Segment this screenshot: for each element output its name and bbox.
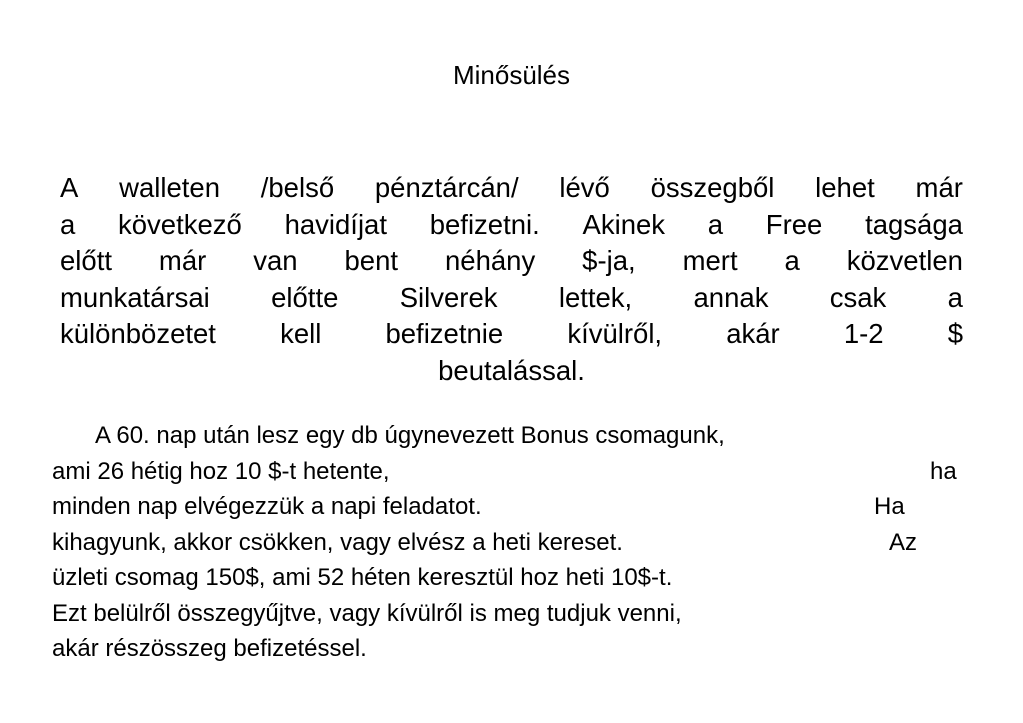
word: már [915,172,963,203]
paragraph-line [60,353,963,390]
paragraph-line [52,596,972,632]
word: akár [726,318,780,349]
line-text: akár részösszeg befizetéssel. [52,635,367,662]
line-text: üzleti csomag 150$, ami 52 héten keresztül hoz heti 10$-t. [52,564,673,591]
paragraph-line [52,560,972,596]
paragraph-line [60,243,963,280]
word: különbözetet [60,318,216,349]
word: a [784,245,800,276]
word: előtte [271,281,339,313]
word: lettek, [558,281,633,313]
justified-paragraph [60,170,963,389]
word: munkatársai [60,281,210,313]
bonus-paragraph [52,418,972,667]
word: a [947,281,963,313]
word: befizetni. [429,208,540,240]
word: A [60,172,79,203]
paragraph-line [60,207,963,244]
slide-title: Minősülés [452,60,571,90]
line-text: Ezt belülről összegyűjtve, vagy kívülről is meg tudjuk venni, [52,599,682,627]
word: havidíjat [284,208,387,240]
line-text: kihagyunk, akkor csökken, vagy elvész a heti kereset. [52,528,623,556]
word: Silverek [399,281,498,313]
paragraph-line [52,489,972,525]
word: összegből [650,172,775,203]
word: kívülről, [567,318,663,349]
paragraph-line [60,280,963,317]
word: Akinek [582,208,666,240]
line-text: A 60. nap után lesz egy db úgynevezett Bonus csomagunk, [95,422,725,449]
word: előtt [60,245,112,276]
line-text-end: Az [889,528,918,556]
paragraph-line [52,631,972,667]
word: mert [682,245,738,276]
word: a [60,208,76,240]
word: lehet [815,172,875,203]
paragraph-line [52,454,972,490]
word: $ [947,318,963,349]
word: bent [344,245,399,276]
paragraph-line [60,170,963,207]
word: pénztárcán/ [374,172,519,203]
line-text: minden nap elvégezzük a napi feladatot. [52,493,482,520]
word: befizetnie [385,318,504,349]
word: van [253,245,298,276]
line-text-end: Ha [874,493,905,520]
word: $-ja, [582,245,636,276]
word: következő [118,208,242,240]
word: csak [829,281,887,313]
word: annak [693,281,769,313]
paragraph-line [52,525,972,561]
word: /belső [260,172,335,203]
word: már [158,245,207,276]
word: néhány [444,245,536,276]
paragraph-line [60,316,963,353]
word: beutalással. [438,354,585,386]
word: közvetlen [846,245,963,276]
line-text: ami 26 hétig hoz 10 $-t hetente, [52,457,390,485]
word: walleten [119,172,220,203]
word: a [707,208,724,240]
paragraph-line [52,418,972,454]
word: lévő [559,172,610,203]
line-text-end: ha [930,457,957,485]
word: 1-2 [843,318,884,349]
word: tagsága [865,208,963,240]
word: kell [280,318,322,349]
word: Free [765,208,823,240]
